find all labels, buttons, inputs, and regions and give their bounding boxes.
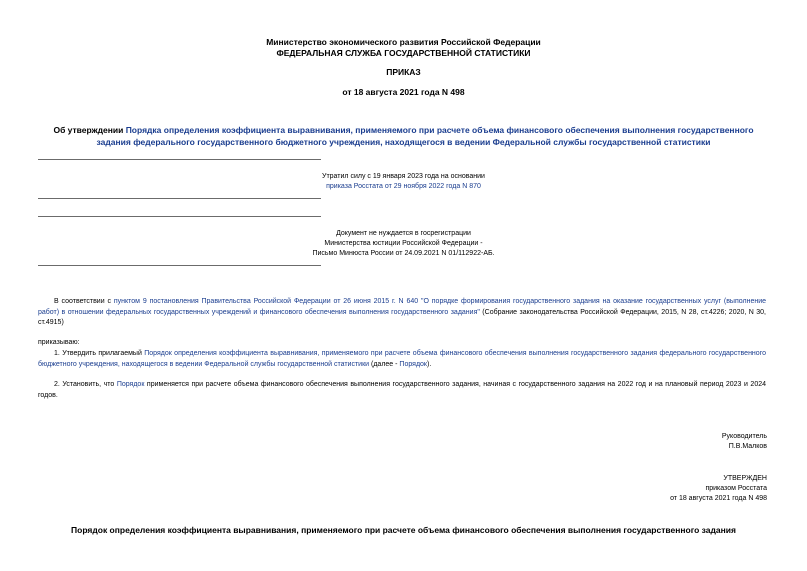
divider <box>38 216 321 217</box>
approved-label: УТВЕРЖДЕН <box>723 475 767 482</box>
service-name: ФЕДЕРАЛЬНАЯ СЛУЖБА ГОСУДАРСТВЕННОЙ СТАТИСТИКИ <box>276 48 531 58</box>
preamble-text: (Собрание законодательства Российской Федерации, 2015, N 28, ст.4226; 2020, N 30, ст.4915) <box>38 308 766 326</box>
registration-line-1: Документ не нуждается в госрегистрации <box>336 230 471 237</box>
item-1-order-link[interactable]: Порядок <box>399 360 427 368</box>
registration-line-2: Министерства юстиции Российской Федерации - <box>324 240 483 247</box>
preamble-text: В соответствии с <box>54 298 114 305</box>
item-text: (далее - <box>369 360 400 368</box>
signer-position: Руководитель <box>721 433 767 440</box>
item-text: ). <box>427 360 432 368</box>
expired-note: Утратил силу с 19 января 2023 года на основании <box>322 173 485 180</box>
divider <box>38 265 321 266</box>
appendix-title: Порядок определения коэффициента выравнивания, применяемого при расчете объема финансового обеспечения выполнения государственного задания <box>71 525 736 535</box>
expired-link[interactable]: приказа Росстата от 29 ноября 2022 года N 870 <box>326 183 481 190</box>
title-prefix: Об утверждении <box>53 125 126 135</box>
order-word: приказываю: <box>38 339 80 346</box>
item-2-link[interactable]: Порядок <box>116 381 145 388</box>
document-title <box>38 125 769 148</box>
item-1-link[interactable]: Порядок определения коэффициента выравнивания, применяемого при расчете объема финансового обеспечения выполнения государственного задания федерального государственного бюджетного учреждения, находящегося в ведении Федеральной службы государственной статистики <box>38 350 766 368</box>
ministry-name: Министерство экономического развития Российской Федерации <box>266 37 541 47</box>
divider <box>38 198 321 199</box>
item-2-paragraph <box>38 380 766 401</box>
approved-date: от 18 августа 2021 года N 498 <box>670 495 767 502</box>
signer-name: П.В.Малков <box>728 443 767 450</box>
item-1-paragraph <box>38 349 766 370</box>
item-text: применяется при расчете объема финансового обеспечения выполнения государственного задания, начиная с государственного задания на 2022 год и на плановый период 2023 и 2024 годов. <box>38 381 766 399</box>
approved-by: приказом Росстата <box>705 485 767 492</box>
doc-type: ПРИКАЗ <box>386 67 421 77</box>
doc-date-number: от 18 августа 2021 года N 498 <box>342 87 465 97</box>
divider <box>38 159 321 160</box>
item-text: 2. Установить, что <box>54 381 117 388</box>
preamble-link[interactable]: пунктом 9 постановления Правительства Российской Федерации от 26 июня 2015 г. N 640 "О порядке формирования государственного задания на оказание государственных услуг (выполнение работ) в отношении федеральных государственных учреждений и финансового обеспечения выполнения государственного задания" <box>38 298 767 316</box>
title-link[interactable]: Порядка определения коэффициента выравнивания, применяемого при расчете объема финансового обеспечения выполнения государственного задания федерального государственного бюджетного учреждения, находящегося в ведении Федеральной службы государственной статистики <box>96 125 754 147</box>
preamble-paragraph <box>38 297 766 329</box>
item-text: 1. Утвердить прилагаемый <box>54 350 145 357</box>
registration-line-3: Письмо Минюста России от 24.09.2021 N 01/112922-АБ. <box>312 250 495 257</box>
